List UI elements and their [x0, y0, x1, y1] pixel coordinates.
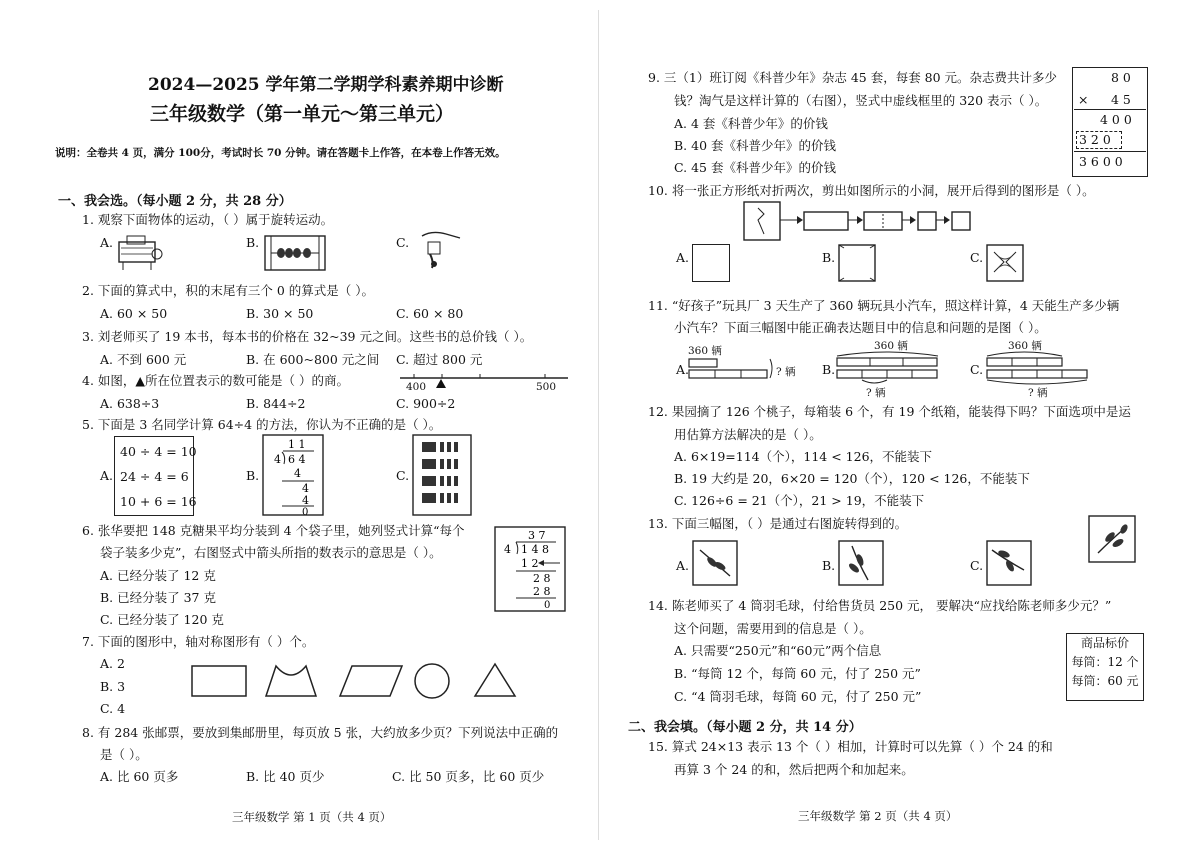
page-2-footer: 三年级数学 第 2 页（共 4 页） [798, 809, 958, 823]
price-tag-box [1066, 633, 1144, 701]
price-tag-line-1: 每筒：12 个 [1071, 655, 1139, 669]
q7-stem: 7. 下面的图形中，轴对称图形有（ ）个。 [82, 634, 315, 649]
q13-option-b: B. [822, 558, 836, 573]
q5-method-a-line-3: 10 + 6 = 16 [120, 494, 197, 509]
svg-text:6 4: 6 4 [288, 453, 306, 466]
q9-times-sign: × [1078, 92, 1089, 107]
svg-text:2 8: 2 8 [533, 585, 551, 598]
q9-row-1: 8 0 [1111, 70, 1131, 85]
q4-option-b: B. 844÷2 [246, 396, 306, 411]
section-1-title: 一、我会选。（每小题 2 分，共 28 分） [58, 194, 292, 209]
q6-stem-line-2: 袋子装多少克”，右图竖式中箭头所指的数表示的意思是（ ）。 [100, 545, 442, 560]
arch-shape [266, 666, 316, 696]
svg-text:0: 0 [302, 507, 309, 518]
q13-reference-figure [1088, 515, 1138, 565]
q6-stem-line-1: 6. 张华要把 148 克糖果平均分装到 4 个袋子里，她列竖式计算“每个 [82, 523, 465, 538]
q3-stem: 3. 刘老师买了 19 本书，每本书的价格在 32~39 元之间。这些书的总价钱（ ）。 [82, 329, 533, 344]
q10-option-a: A. [676, 250, 690, 265]
exam-subtitle: 三年级数学（第一单元～第三单元） [150, 103, 455, 125]
page-1-footer: 三年级数学 第 1 页（共 4 页） [232, 810, 392, 824]
q13-option-a: A. [676, 558, 690, 573]
svg-text:1 1: 1 1 [288, 438, 306, 451]
q9-rule-2 [1074, 151, 1146, 152]
rectangle-shape [192, 666, 246, 696]
q10-option-b: B. [822, 250, 836, 265]
q9-row-4: 3 2 0 [1079, 132, 1111, 147]
arrow-right-icon [857, 216, 863, 224]
q13-figure-c [986, 540, 1034, 588]
q9-row-2: 4 5 [1111, 92, 1131, 107]
q2-option-c: C. 60 × 80 [396, 306, 464, 321]
q11-option-b: B. [822, 362, 836, 377]
q4-option-a: A. 638÷3 [100, 396, 160, 411]
q6-long-division-figure [494, 526, 566, 612]
q8-stem-line-2: 是（ ）。 [100, 747, 148, 762]
q2-stem: 2. 下面的算式中，积的末尾有三个 0 的算式是（ ）。 [82, 283, 375, 298]
q11-stem-line-2: 小汽车？下面三幅图中能正确表达题目中的信息和问题的是图（ ）。 [674, 320, 1047, 335]
number-line-tick-400: 400 [406, 381, 427, 393]
svg-text:4: 4 [504, 543, 511, 556]
q8-option-c: C. 比 50 页多，比 60 页少 [392, 769, 545, 784]
q11-c-label-q: ? 辆 [1028, 387, 1048, 399]
q5-option-c: C. [396, 468, 410, 483]
q11-option-a: A. [676, 362, 690, 377]
abacus-icon [263, 234, 328, 274]
q4-stem: 4. 如图，▲所在位置表示的数可能是（ ）的商。 [82, 373, 349, 388]
q1-option-a: A. [100, 235, 114, 250]
q11-a-label-360: 360 辆 [688, 345, 722, 357]
q14-stem-line-1: 14. 陈老师买了 4 筒羽毛球，付给售货员 250 元， 要解决“应找给陈老师多少元？” [648, 598, 1112, 613]
q5-option-b: B. [246, 468, 260, 483]
svg-text:4: 4 [302, 482, 309, 495]
q8-stem-line-1: 8. 有 284 张邮票，要放到集邮册里，每页放 5 张，大约放多少页？下列说法中正确的 [82, 725, 559, 740]
svg-text:4: 4 [274, 453, 281, 466]
q4-option-c: C. 900÷2 [396, 396, 456, 411]
price-tag-title: 商品标价 [1080, 636, 1129, 650]
q9-row-3: 4 0 0 [1100, 112, 1132, 127]
sewing-machine-icon [115, 232, 165, 272]
q9-stem-line-2: 钱？淘气是这样计算的（右图），竖式中虚线框里的 320 表示（ ）。 [674, 93, 1048, 108]
q7-option-b: B. 3 [100, 679, 126, 694]
q10-figure-a [692, 244, 730, 282]
q9-option-a: A. 4 套《科普少年》的价钱 [674, 116, 828, 131]
q2-option-a: A. 60 × 50 [100, 306, 168, 321]
q14-option-b: B. “每筒 12 个，每筒 60 元，付了 250 元” [674, 666, 921, 681]
q12-option-b: B. 19 大约是 20，6×20 = 120（个），120 < 126，不能装下 [674, 471, 1030, 486]
q12-option-a: A. 6×19=114（个），114 < 126，不能装下 [674, 449, 933, 464]
q10-folding-sequence [742, 200, 982, 242]
q5-option-a: A. [100, 468, 114, 483]
exam-title: 2024—2025 学年第二学期学科素养期中诊断 [148, 75, 504, 95]
svg-text:2 8: 2 8 [533, 572, 551, 585]
q11-b-label-q: ? 辆 [866, 387, 886, 399]
q5-stem: 5. 下面是 3 名同学计算 64÷4 的方法，你认为不正确的是（ ）。 [82, 417, 442, 432]
svg-text:4: 4 [302, 494, 309, 507]
q14-stem-line-2: 这个问题，需要用到的信息是（ ）。 [674, 621, 872, 636]
price-tag-line-2: 每筒：60 元 [1071, 674, 1139, 688]
q5-method-c-counters [412, 434, 472, 516]
q12-stem-line-2: 用估算方法解决的是（ ）。 [674, 427, 822, 442]
q14-option-a: A. 只需要“250元”和“60元”两个信息 [674, 643, 882, 658]
q11-stem-line-1: 11. “好孩子”玩具厂 3 天生产了 360 辆玩具小汽车，照这样计算，4 天能生产多少辆 [648, 298, 1120, 313]
q11-c-label-360: 360 辆 [1008, 340, 1042, 352]
arrow-left-icon [538, 560, 544, 566]
q11-diagram-b [834, 350, 944, 386]
q6-option-b: B. 已经分装了 37 克 [100, 590, 216, 605]
q13-option-c: C. [970, 558, 984, 573]
q2-option-b: B. 30 × 50 [246, 306, 314, 321]
svg-text:1 4 8: 1 4 8 [521, 543, 549, 556]
q13-figure-a [692, 540, 740, 588]
q1-stem: 1. 观察下面物体的运动，（ ）属于旋转运动。 [82, 212, 334, 227]
arrow-right-icon [797, 216, 803, 224]
q3-option-c: C. 超过 800 元 [396, 352, 483, 367]
q7-option-c: C. 4 [100, 701, 126, 716]
circle-shape [415, 664, 449, 698]
q11-b-label-360: 360 辆 [874, 340, 908, 352]
triangle-marker-icon [436, 379, 446, 388]
q8-option-b: B. 比 40 页少 [246, 769, 325, 784]
q1-option-c: C. [396, 235, 410, 250]
page-2 [600, 0, 1200, 849]
faucet-hand-icon [412, 228, 462, 273]
q11-a-label-q: ? 辆 [776, 366, 796, 378]
q1-option-b: B. [246, 235, 260, 250]
page-divider [598, 10, 599, 840]
q7-option-a: A. 2 [100, 656, 125, 671]
q14-option-c: C. “4 筒羽毛球，每筒 60 元，付了 250 元” [674, 689, 922, 704]
svg-text:4: 4 [294, 467, 301, 480]
q13-stem: 13. 下面三幅图，（ ）是通过右图旋转得到的。 [648, 516, 908, 531]
q3-option-a: A. 不到 600 元 [100, 352, 187, 367]
q6-option-c: C. 已经分装了 120 克 [100, 612, 224, 627]
q10-figure-c [986, 244, 1026, 284]
q5-method-a-line-2: 24 ÷ 4 = 6 [120, 469, 189, 484]
q8-option-a: A. 比 60 页多 [100, 769, 179, 784]
arrow-right-icon [910, 216, 916, 224]
q7-shapes [190, 662, 520, 702]
arrow-right-icon [944, 216, 950, 224]
q11-option-c: C. [970, 362, 984, 377]
parallelogram-shape [340, 666, 402, 696]
q9-row-5: 3 6 0 0 [1079, 154, 1123, 169]
q10-option-c: C. [970, 250, 984, 265]
q15-stem-line-2: 再算 3 个 24 的和，然后把两个和加起来。 [674, 762, 914, 777]
q5-method-b-long-division [262, 434, 324, 516]
q15-stem-line-1: 15. 算式 24×13 表示 13 个（ ）相加，计算时可以先算（ ）个 24 的和 [648, 739, 1053, 754]
q9-option-c: C. 45 套《科普少年》的价钱 [674, 160, 836, 175]
svg-text:1 2: 1 2 [521, 557, 539, 570]
q9-option-b: B. 40 套《科普少年》的价钱 [674, 138, 837, 153]
q10-stem: 10. 将一张正方形纸对折两次，剪出如图所示的小洞，展开后得到的图形是（ ）。 [648, 183, 1095, 198]
q3-option-b: B. 在 600~800 元之间 [246, 352, 380, 367]
exam-note: 说明：全卷共 4 页，满分 100分，考试时长 70 分钟。请在答题卡上作答，在本卷上作答无效。 [55, 147, 506, 159]
q11-diagram-c [984, 350, 1094, 386]
q9-rule-1 [1074, 109, 1146, 110]
q10-figure-b [838, 244, 878, 284]
q9-stem-line-1: 9. 三（1）班订阅《科普少年》杂志 45 套，每套 80 元。杂志费共计多少 [648, 70, 1058, 85]
q12-option-c: C. 126÷6 = 21（个），21 > 19，不能装下 [674, 493, 925, 508]
q12-stem-line-1: 12. 果园摘了 126 个桃子，每箱装 6 个，有 19 个纸箱，能装得下吗？下面选项中是运 [648, 404, 1131, 419]
triangle-shape [475, 664, 515, 696]
svg-text:3 7: 3 7 [528, 529, 546, 542]
q5-method-a-line-1: 40 ÷ 4 = 10 [120, 444, 197, 459]
section-2-title: 二、我会填。（每小题 2 分，共 14 分） [628, 720, 862, 735]
q13-figure-b [838, 540, 886, 588]
svg-text:0: 0 [544, 600, 551, 611]
number-line-tick-500: 500 [536, 381, 557, 393]
q6-option-a: A. 已经分装了 12 克 [100, 568, 216, 583]
